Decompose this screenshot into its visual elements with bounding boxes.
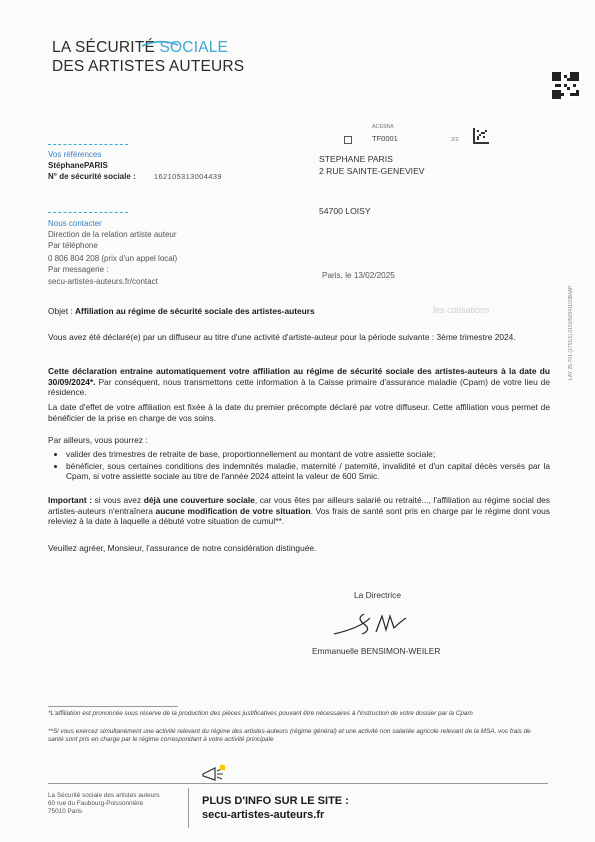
recipient-street: 2 RUE SAINTE-GENEVIEV [319, 166, 425, 176]
paragraph: La date d'effet de votre affiliation est fixée à la date du premier précompte déclaré par votre diffuseur. Cette affiliation vous permet de bénéficier de la prise en charge de vos soins. [48, 402, 550, 423]
important-bold: déjà une couverture sociale [143, 495, 255, 505]
contact-line: Par téléphone [48, 241, 98, 250]
list-item: • valider des trimestres de retraite de base, proportionnellement au montant de votre assiette sociale; [66, 449, 550, 460]
paragraph: Par ailleurs, vous pourrez : [48, 435, 148, 445]
footnote-divider [48, 706, 178, 707]
important-label: Important : [48, 495, 92, 505]
contact-link[interactable]: secu-artistes-auteurs.fr/contact [48, 277, 158, 286]
important-text: , car vous êtes par ailleurs salarié ou retraité..., l'affiliation au régime social des artistes-auteurs n'entraînera [48, 495, 550, 516]
logo-swoosh-icon [140, 40, 180, 50]
paragraph-affiliation [48, 366, 550, 398]
footer-organisation [48, 792, 160, 815]
reference-code-top: ACE9BA [372, 124, 394, 130]
closing-paragraph: Veuillez agréer, Monsieur, l'assurance de notre considération distinguée. [48, 543, 317, 553]
recipient-city: 54700 LOISY [319, 206, 371, 216]
contact-line: Par messagerie : [48, 265, 109, 274]
contact-phone: 0 806 804 208 (prix d'un appel local) [48, 254, 178, 263]
affiliation-rest: Par conséquent, nous transmettons cette information à la Caisse primaire d'assurance maladie (Cpam) de votre lieu de résidence. [48, 376, 550, 398]
qr-code-icon [552, 72, 579, 99]
logo-line1: LA SÉCURITÉ [52, 39, 160, 56]
important-bold: aucune modification de votre situation [155, 505, 311, 516]
references-title: Vos références [48, 150, 102, 159]
more-info-title: PLUS D'INFO SUR LE SITE : [202, 795, 349, 807]
reference-code-small: 2/2 [451, 137, 459, 143]
subject-text: Affiliation au régime de sécurité sociale des artistes-auteurs [75, 306, 315, 316]
contact-line: Direction de la relation artiste auteur [48, 230, 177, 239]
signature-title: La Directrice [354, 590, 402, 600]
subject-label: Objet : [48, 306, 73, 316]
secu-number-value: 162105313004439 [153, 172, 222, 181]
signature-image [330, 604, 410, 640]
megaphone-icon [200, 764, 228, 782]
paragraph-important [48, 495, 550, 527]
footer-vertical-divider [188, 788, 189, 828]
datamatrix-icon [473, 128, 489, 144]
divider [48, 144, 128, 145]
date-line: Paris, le 13/02/2025 [322, 271, 395, 280]
more-info-block [202, 794, 349, 822]
contact-title: Nous contacter [48, 219, 102, 228]
org-address: 60 rue du Faubourg-Poissonnière [48, 799, 144, 807]
benefits-list [48, 449, 550, 483]
recipient-name: STEPHANE PARIS [319, 154, 393, 164]
important-text: si vous avez [91, 495, 144, 505]
side-reference-code: LAY 25-701 (1751/1) 0150/50941103B4AP [568, 285, 574, 380]
important-text: . Vos frais de santé sont pris en charge par le régime dont vous releviez à la date à laquelle a débuté votre situation de cumul**. [48, 505, 550, 527]
footnote: *L'affiliation est prononcée sous réserve de la production des pièces justificatives pouvant être nécessaires à l'instruction de votre dossier par la Cpam [48, 710, 473, 717]
subject-line [48, 306, 550, 317]
footnote: **Si vous exercez simultanément une activité relevant du régime des artistes-auteurs (régime général) et une activité non salariée agricole relevant de la MSA, vos frais de santé sont pris en charge par le régime correspondant à votre activité principale [48, 728, 531, 744]
checkbox-mark [344, 136, 352, 144]
logo-line2: DES ARTISTES AUTEURS [52, 58, 245, 75]
org-name: La Sécurité sociale des artistes auteurs [48, 792, 160, 799]
reference-name: StéphanePARIS [48, 161, 108, 170]
org-city: 75010 Paris [48, 807, 83, 815]
paragraph: Vous avez été déclaré(e) par un diffuseur au titre d'une activité d'artiste-auteur pour la période suivante : 3ème trimestre 2024. [48, 332, 516, 342]
ghost-watermark-text: les cotisations [433, 305, 490, 315]
affiliation-bold: Cette déclaration entraine automatiquement votre affiliation au régime de sécurité sociale des artistes-auteurs à la date du 30/09/2024*. [48, 366, 550, 387]
website-link[interactable]: secu-artistes-auteurs.fr [202, 809, 325, 821]
footer-divider [48, 783, 548, 784]
logo-line1-accent: SOCIALE [159, 39, 229, 56]
divider [48, 212, 128, 213]
reference-code-mid: TF0001 [372, 134, 398, 143]
list-item: • bénéficier, sous certaines conditions des indemnités maladie, maternité / paternité, invalidité et d'un capital décès versés par la Cpam, si votre assiette sociale au titre de l'année 2024 atteint la valeur de 600 Smic. [66, 461, 550, 482]
secu-number-label: N° de sécurité sociale : [48, 172, 136, 181]
signature-name: Emmanuelle BENSIMON-WEILER [312, 646, 441, 656]
